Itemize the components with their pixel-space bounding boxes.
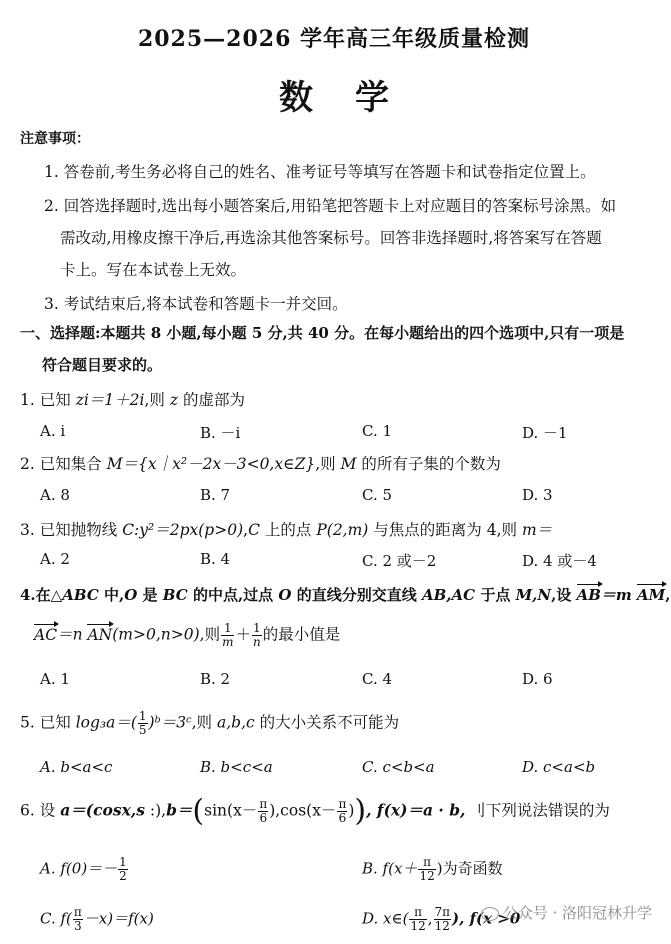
- q3-text: 已知抛物线: [39, 521, 118, 539]
- q2-set: M＝{x｜x²－2x－3<0,x∈Z}: [106, 455, 316, 473]
- question-3: [20, 518, 552, 540]
- q5-log: log₃a＝(: [75, 713, 137, 732]
- q3-var: C: [248, 521, 260, 539]
- q4-text: 于点: [480, 586, 511, 604]
- notice-item-2-cont: 需改动,用橡皮擦干净后,再选涂其他答案标号。回答非选择题时,将答案写在答题: [60, 229, 602, 247]
- q3-text: ,: [243, 521, 249, 539]
- q5-option-b: B. b<c<a: [200, 758, 273, 776]
- question-2: [20, 452, 501, 474]
- notice-item-1: 1. 答卷前,考生务必将自己的姓名、准考证号等填写在答题卡和试卷指定位置上。: [44, 163, 596, 181]
- q4-fraction-2: $\frac{1}{n}$: [253, 621, 261, 649]
- subject-title: 数学: [279, 78, 431, 118]
- q4-vector-ab: AB: [576, 586, 601, 604]
- q3-text: 上的点: [264, 521, 312, 539]
- q5-vars: a,b,c: [217, 713, 255, 732]
- q6-option-a: A. f(0)＝－ $\frac{1}{2}$: [40, 855, 127, 883]
- q2-option-c: C. 5: [362, 486, 393, 504]
- q4-var: O: [124, 586, 138, 604]
- q4-vector-an: AN: [87, 625, 113, 644]
- q2-option-b: B. 7: [200, 486, 231, 504]
- q3-option-d: D. 4 或－4: [522, 552, 597, 570]
- q6-text: :),: [144, 801, 167, 820]
- q4-option-c: C. 4: [362, 670, 393, 688]
- q4-text: 的中点,过点: [192, 586, 274, 604]
- q1-option-b: B. －i: [200, 424, 241, 442]
- q5-text: ,则: [191, 713, 213, 732]
- q3-option-b: B. 4: [200, 550, 231, 568]
- q4-vector-ac: AC: [34, 625, 58, 644]
- watermark: [481, 902, 652, 923]
- question-4: [20, 584, 671, 605]
- q4-text: 的直线分别交直线: [296, 586, 417, 604]
- watermark-text: 公众号 · 洛阳冠林升学: [502, 904, 652, 922]
- q5-fraction: $\frac{1}{5}$: [138, 709, 147, 737]
- q5-number: 5.: [20, 713, 35, 732]
- q3-option-a: A. 2: [40, 550, 70, 568]
- q4-var: BC: [162, 586, 188, 604]
- q1-option-a: A. i: [40, 422, 66, 440]
- q4-var: AB,AC: [421, 586, 476, 604]
- q6-paren: (: [192, 793, 205, 829]
- q6-vector-b: b＝: [166, 800, 193, 820]
- q1-text: ,则: [144, 391, 165, 409]
- q3-var: m＝: [521, 521, 553, 539]
- q2-option-a: A. 8: [40, 486, 70, 504]
- q2-text: ,则: [315, 455, 336, 473]
- q5-option-c: C. c<b<a: [362, 758, 435, 776]
- q4-vector-am: AM: [637, 586, 666, 604]
- q4-text: 在△: [35, 586, 63, 604]
- q3-option-c: C. 2 或－2: [362, 552, 437, 570]
- q2-var: M: [340, 455, 357, 473]
- q6-cos: ),cos(x－: [269, 801, 337, 820]
- notice-item-2-end: 卡上。写在本试卷上无效。: [60, 261, 247, 279]
- q1-var: z: [169, 391, 179, 409]
- q5-option-d: D. c<a<b: [522, 758, 596, 776]
- question-1: [20, 388, 245, 410]
- q5-option-a: A. b<a<c: [40, 758, 113, 776]
- q6-sin: sin(x－: [204, 801, 258, 820]
- notice-item-3: 3. 考试结束后,将本试卷和答题卡一并交回。: [44, 295, 348, 313]
- question-4-cont: [34, 622, 340, 649]
- q1-option-d: D. －1: [522, 424, 568, 442]
- q6-number: 6.: [20, 801, 35, 820]
- q3-text: 与焦点的距离为 4,则: [373, 521, 518, 539]
- q4-text: 中,: [104, 586, 125, 604]
- q6-text: 设: [39, 801, 56, 820]
- q2-option-d: D. 3: [522, 486, 553, 504]
- q2-text: 的所有子集的个数为: [361, 455, 501, 473]
- q4-eq: ＝m: [600, 586, 632, 604]
- q6-option-d: D. x∈( $\frac{\pi}{12}$ , $\frac{7\pi}{12}$ ), f(x >0: [362, 905, 521, 933]
- q4-var: ABC: [62, 586, 99, 604]
- q3-curve: C:y²＝2px(p>0): [122, 521, 244, 539]
- q4-option-a: A. 1: [40, 670, 70, 688]
- q5-text: 的大小关系不可能为: [259, 713, 400, 732]
- q4-option-d: D. 6: [522, 670, 553, 688]
- q6-option-c: C. f( $\frac{\pi}{3}$ －x)＝f(x): [40, 905, 154, 933]
- q4-plus: ＋: [235, 625, 251, 644]
- q4-text: 是: [142, 586, 158, 604]
- q4-cond: (m>0,n>0): [112, 625, 200, 644]
- q4-text: 的最小值是: [262, 625, 341, 644]
- notice-heading: 注意事项：: [20, 131, 90, 147]
- question-5: [20, 710, 399, 737]
- notice-item-2: 2. 回答选择题时,选出每小题答案后,用铅笔把答题卡上对应题目的答案标号涂黑。如: [44, 197, 617, 215]
- q5-power: )ᵇ＝3ᶜ: [148, 713, 192, 732]
- q4-eq: ＝n: [57, 625, 83, 644]
- q6-close: ): [348, 801, 355, 820]
- q6-text: 刂下列说法错误的为: [465, 801, 610, 820]
- q1-number: 1.: [20, 391, 35, 409]
- q1-option-c: C. 1: [362, 422, 393, 440]
- q6-fx: , f(x)＝a · b,: [366, 800, 466, 820]
- q3-point: P(2,m): [316, 521, 369, 539]
- q3-number: 3.: [20, 521, 35, 539]
- q6-fraction-2: $\frac{\pi}{6}$: [338, 797, 347, 825]
- q4-option-b: B. 2: [200, 670, 231, 688]
- q1-text: 已知: [39, 391, 71, 409]
- q4-number: 4.: [20, 586, 36, 604]
- q4-text: ,则: [199, 625, 221, 644]
- question-6: [20, 793, 610, 829]
- q4-var: M,N: [515, 586, 552, 604]
- exam-title: 2025—2026 学年高三年级质量检测: [137, 26, 531, 52]
- q6-paren: ): [354, 793, 367, 829]
- section1-heading: 一、选择题:本题共 8 小题,每小题 5 分,共 40 分。在每小题给出的四个选项中,只有一项是: [20, 324, 625, 342]
- q1-text: 的虚部为: [182, 391, 245, 409]
- q4-var: O: [278, 586, 292, 604]
- q2-number: 2.: [20, 455, 35, 473]
- q4-text: ,: [665, 586, 671, 604]
- section1-heading-cont: 符合题目要求的。: [42, 356, 163, 374]
- q1-formula: zi＝1＋2i: [75, 391, 145, 409]
- q4-fraction-1: $\frac{1}{m}$: [222, 621, 234, 649]
- q6-option-b: B. f(x＋ $\frac{\pi}{12}$ )为奇函数: [362, 855, 503, 883]
- q2-text: 已知集合: [39, 455, 102, 473]
- q5-text: 已知: [39, 713, 71, 732]
- q6-fraction-1: $\frac{\pi}{6}$: [259, 797, 268, 825]
- q6-vector-a: a＝(cosx,s: [60, 800, 145, 820]
- q4-text: ,设: [551, 586, 572, 604]
- wechat-icon: [481, 907, 499, 921]
